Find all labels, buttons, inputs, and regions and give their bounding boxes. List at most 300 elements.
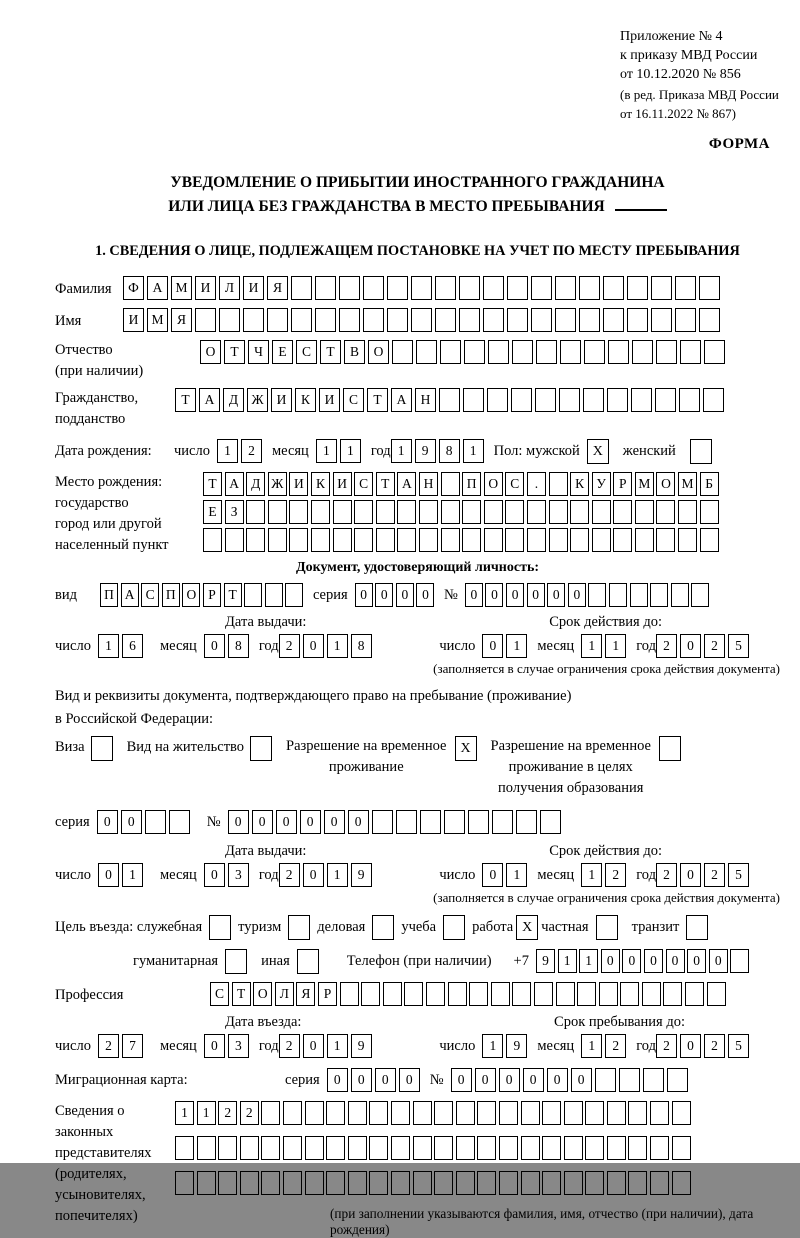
char-cell[interactable] (246, 528, 265, 552)
char-cell[interactable]: 0 (680, 1034, 701, 1058)
char-cell[interactable] (326, 1171, 345, 1195)
char-cell[interactable] (559, 388, 580, 412)
char-cell[interactable] (656, 528, 675, 552)
char-cell[interactable]: Ч (248, 340, 269, 364)
char-cell[interactable] (516, 810, 537, 834)
char-cell[interactable] (363, 308, 384, 332)
char-cell[interactable]: 1 (482, 1034, 503, 1058)
male-checkbox[interactable]: X (587, 439, 609, 464)
char-cell[interactable]: 0 (680, 863, 701, 887)
char-cell[interactable]: 0 (375, 1068, 396, 1092)
char-cell[interactable]: Т (224, 583, 242, 607)
char-cell[interactable]: 2 (656, 1034, 677, 1058)
char-cell[interactable]: 8 (351, 634, 372, 658)
char-cell[interactable] (145, 810, 166, 834)
char-cell[interactable] (650, 1101, 669, 1125)
purpose-transit-checkbox[interactable] (686, 915, 708, 940)
char-cell[interactable]: 3 (228, 1034, 249, 1058)
char-cell[interactable] (650, 1171, 669, 1195)
char-cell[interactable]: Т (320, 340, 341, 364)
char-cell[interactable]: А (147, 276, 168, 300)
char-cell[interactable]: 1 (122, 863, 143, 887)
char-cell[interactable]: 5 (728, 634, 749, 658)
char-cell[interactable] (348, 1171, 367, 1195)
char-cell[interactable]: 0 (396, 583, 414, 607)
char-cell[interactable]: . (527, 472, 546, 496)
char-cell[interactable] (387, 308, 408, 332)
char-cell[interactable] (283, 1136, 302, 1160)
char-cell[interactable]: 1 (327, 634, 348, 658)
char-cell[interactable] (225, 528, 244, 552)
char-cell[interactable]: 1 (175, 1101, 194, 1125)
char-cell[interactable]: 2 (240, 1101, 259, 1125)
char-cell[interactable] (579, 308, 600, 332)
char-cell[interactable] (527, 500, 546, 524)
char-cell[interactable]: 2 (605, 1034, 626, 1058)
char-cell[interactable] (730, 949, 749, 973)
char-cell[interactable] (440, 340, 461, 364)
char-cell[interactable] (549, 528, 568, 552)
char-cell[interactable]: Т (232, 982, 251, 1006)
char-cell[interactable]: А (121, 583, 139, 607)
char-cell[interactable] (488, 340, 509, 364)
char-cell[interactable]: 1 (327, 863, 348, 887)
char-cell[interactable]: 0 (204, 1034, 225, 1058)
char-cell[interactable] (680, 340, 701, 364)
char-cell[interactable] (463, 388, 484, 412)
char-cell[interactable] (397, 500, 416, 524)
char-cell[interactable]: Ж (247, 388, 268, 412)
char-cell[interactable] (555, 276, 576, 300)
char-cell[interactable]: П (162, 583, 180, 607)
char-cell[interactable] (536, 340, 557, 364)
char-cell[interactable] (305, 1171, 324, 1195)
char-cell[interactable]: 0 (622, 949, 641, 973)
char-cell[interactable] (700, 500, 719, 524)
purpose-tourism-checkbox[interactable] (288, 915, 310, 940)
char-cell[interactable] (635, 528, 654, 552)
char-cell[interactable]: С (210, 982, 229, 1006)
char-cell[interactable] (372, 810, 393, 834)
char-cell[interactable] (560, 340, 581, 364)
char-cell[interactable] (592, 500, 611, 524)
char-cell[interactable] (484, 528, 503, 552)
char-cell[interactable] (376, 528, 395, 552)
char-cell[interactable] (507, 308, 528, 332)
char-cell[interactable]: 9 (351, 1034, 372, 1058)
char-cell[interactable] (627, 276, 648, 300)
char-cell[interactable]: 2 (656, 863, 677, 887)
char-cell[interactable] (671, 583, 689, 607)
char-cell[interactable] (456, 1101, 475, 1125)
char-cell[interactable]: Ф (123, 276, 144, 300)
char-cell[interactable] (315, 308, 336, 332)
char-cell[interactable] (396, 810, 417, 834)
char-cell[interactable] (439, 388, 460, 412)
char-cell[interactable]: 2 (279, 634, 300, 658)
char-cell[interactable] (512, 982, 531, 1006)
char-cell[interactable]: 0 (355, 583, 373, 607)
char-cell[interactable]: Д (246, 472, 265, 496)
char-cell[interactable] (311, 500, 330, 524)
char-cell[interactable] (340, 982, 359, 1006)
char-cell[interactable] (564, 1136, 583, 1160)
char-cell[interactable] (197, 1171, 216, 1195)
char-cell[interactable]: С (354, 472, 373, 496)
char-cell[interactable] (419, 500, 438, 524)
char-cell[interactable] (391, 1101, 410, 1125)
char-cell[interactable] (305, 1101, 324, 1125)
char-cell[interactable] (456, 1171, 475, 1195)
char-cell[interactable]: 0 (228, 810, 249, 834)
char-cell[interactable] (195, 308, 216, 332)
char-cell[interactable] (642, 982, 661, 1006)
char-cell[interactable]: 1 (316, 439, 337, 463)
char-cell[interactable] (699, 276, 720, 300)
char-cell[interactable] (577, 982, 596, 1006)
char-cell[interactable]: О (200, 340, 221, 364)
char-cell[interactable] (218, 1171, 237, 1195)
char-cell[interactable] (707, 982, 726, 1006)
char-cell[interactable] (413, 1136, 432, 1160)
char-cell[interactable]: З (225, 500, 244, 524)
char-cell[interactable] (419, 528, 438, 552)
char-cell[interactable] (628, 1101, 647, 1125)
char-cell[interactable] (700, 528, 719, 552)
char-cell[interactable] (619, 1068, 640, 1092)
char-cell[interactable] (570, 528, 589, 552)
char-cell[interactable]: 0 (416, 583, 434, 607)
char-cell[interactable] (265, 583, 283, 607)
char-cell[interactable] (579, 276, 600, 300)
char-cell[interactable]: Т (203, 472, 222, 496)
char-cell[interactable] (542, 1101, 561, 1125)
char-cell[interactable] (628, 1171, 647, 1195)
char-cell[interactable]: Т (376, 472, 395, 496)
char-cell[interactable]: Р (613, 472, 632, 496)
char-cell[interactable]: М (147, 308, 168, 332)
char-cell[interactable] (588, 583, 606, 607)
char-cell[interactable]: 1 (506, 863, 527, 887)
char-cell[interactable] (240, 1136, 259, 1160)
char-cell[interactable] (413, 1171, 432, 1195)
char-cell[interactable]: О (368, 340, 389, 364)
char-cell[interactable] (555, 308, 576, 332)
char-cell[interactable]: 0 (351, 1068, 372, 1092)
char-cell[interactable]: 3 (228, 863, 249, 887)
char-cell[interactable]: Б (700, 472, 719, 496)
char-cell[interactable]: М (635, 472, 654, 496)
char-cell[interactable] (608, 340, 629, 364)
char-cell[interactable] (391, 1136, 410, 1160)
char-cell[interactable] (441, 472, 460, 496)
char-cell[interactable] (655, 388, 676, 412)
char-cell[interactable]: С (505, 472, 524, 496)
char-cell[interactable] (703, 388, 724, 412)
char-cell[interactable] (289, 528, 308, 552)
char-cell[interactable] (505, 500, 524, 524)
char-cell[interactable] (511, 388, 532, 412)
char-cell[interactable] (283, 1171, 302, 1195)
char-cell[interactable]: Л (275, 982, 294, 1006)
char-cell[interactable]: 2 (605, 863, 626, 887)
char-cell[interactable] (631, 388, 652, 412)
char-cell[interactable] (542, 1171, 561, 1195)
char-cell[interactable] (416, 340, 437, 364)
char-cell[interactable]: Е (272, 340, 293, 364)
char-cell[interactable] (627, 308, 648, 332)
char-cell[interactable]: 0 (499, 1068, 520, 1092)
char-cell[interactable]: 0 (300, 810, 321, 834)
char-cell[interactable]: П (100, 583, 118, 607)
char-cell[interactable]: А (397, 472, 416, 496)
char-cell[interactable]: 0 (303, 863, 324, 887)
char-cell[interactable]: П (462, 472, 481, 496)
char-cell[interactable]: 0 (571, 1068, 592, 1092)
char-cell[interactable] (397, 528, 416, 552)
char-cell[interactable]: О (182, 583, 200, 607)
char-cell[interactable] (311, 528, 330, 552)
char-cell[interactable] (505, 528, 524, 552)
char-cell[interactable]: 0 (506, 583, 524, 607)
char-cell[interactable]: 2 (279, 863, 300, 887)
char-cell[interactable] (507, 276, 528, 300)
char-cell[interactable]: С (343, 388, 364, 412)
char-cell[interactable]: М (171, 276, 192, 300)
char-cell[interactable]: Р (318, 982, 337, 1006)
purpose-work-checkbox[interactable]: X (516, 915, 538, 940)
char-cell[interactable] (585, 1171, 604, 1195)
char-cell[interactable] (521, 1136, 540, 1160)
char-cell[interactable] (462, 500, 481, 524)
char-cell[interactable]: И (123, 308, 144, 332)
char-cell[interactable] (291, 308, 312, 332)
char-cell[interactable]: 0 (475, 1068, 496, 1092)
char-cell[interactable]: 9 (415, 439, 436, 463)
char-cell[interactable]: И (333, 472, 352, 496)
char-cell[interactable]: 1 (197, 1101, 216, 1125)
char-cell[interactable]: 0 (399, 1068, 420, 1092)
char-cell[interactable]: 0 (547, 583, 565, 607)
char-cell[interactable]: 0 (568, 583, 586, 607)
char-cell[interactable] (305, 1136, 324, 1160)
char-cell[interactable] (444, 810, 465, 834)
char-cell[interactable] (459, 276, 480, 300)
char-cell[interactable] (675, 276, 696, 300)
char-cell[interactable]: 0 (644, 949, 663, 973)
char-cell[interactable]: 8 (439, 439, 460, 463)
char-cell[interactable] (540, 810, 561, 834)
char-cell[interactable] (261, 1136, 280, 1160)
char-cell[interactable] (630, 583, 648, 607)
char-cell[interactable]: Н (419, 472, 438, 496)
char-cell[interactable] (650, 583, 668, 607)
char-cell[interactable] (549, 472, 568, 496)
char-cell[interactable]: 0 (451, 1068, 472, 1092)
char-cell[interactable] (512, 340, 533, 364)
char-cell[interactable] (426, 982, 445, 1006)
char-cell[interactable] (283, 1101, 302, 1125)
char-cell[interactable] (663, 982, 682, 1006)
char-cell[interactable] (441, 500, 460, 524)
char-cell[interactable] (361, 982, 380, 1006)
char-cell[interactable] (175, 1136, 194, 1160)
char-cell[interactable] (339, 276, 360, 300)
char-cell[interactable] (632, 340, 653, 364)
char-cell[interactable] (387, 276, 408, 300)
char-cell[interactable]: 0 (547, 1068, 568, 1092)
char-cell[interactable] (491, 982, 510, 1006)
char-cell[interactable] (267, 308, 288, 332)
char-cell[interactable] (348, 1101, 367, 1125)
purpose-humanitarian-checkbox[interactable] (225, 949, 247, 974)
char-cell[interactable] (620, 982, 639, 1006)
char-cell[interactable]: 0 (204, 634, 225, 658)
char-cell[interactable] (672, 1101, 691, 1125)
char-cell[interactable] (691, 583, 709, 607)
char-cell[interactable] (219, 308, 240, 332)
char-cell[interactable] (326, 1101, 345, 1125)
char-cell[interactable] (651, 308, 672, 332)
char-cell[interactable] (348, 1136, 367, 1160)
char-cell[interactable] (218, 1136, 237, 1160)
char-cell[interactable]: 0 (98, 863, 119, 887)
char-cell[interactable]: К (295, 388, 316, 412)
char-cell[interactable] (420, 810, 441, 834)
char-cell[interactable] (464, 340, 485, 364)
char-cell[interactable]: 0 (97, 810, 118, 834)
char-cell[interactable]: Я (171, 308, 192, 332)
char-cell[interactable] (383, 982, 402, 1006)
char-cell[interactable]: 0 (303, 1034, 324, 1058)
char-cell[interactable]: 0 (375, 583, 393, 607)
char-cell[interactable] (499, 1171, 518, 1195)
char-cell[interactable] (477, 1136, 496, 1160)
female-checkbox[interactable] (690, 439, 712, 464)
char-cell[interactable]: 1 (506, 634, 527, 658)
visa-checkbox[interactable] (91, 736, 113, 761)
char-cell[interactable]: Я (296, 982, 315, 1006)
char-cell[interactable]: М (678, 472, 697, 496)
char-cell[interactable]: А (199, 388, 220, 412)
char-cell[interactable]: 2 (704, 634, 725, 658)
purpose-study-checkbox[interactable] (443, 915, 465, 940)
char-cell[interactable]: 5 (728, 1034, 749, 1058)
char-cell[interactable]: Л (219, 276, 240, 300)
char-cell[interactable]: 1 (605, 634, 626, 658)
char-cell[interactable]: 2 (241, 439, 262, 463)
char-cell[interactable]: Т (175, 388, 196, 412)
char-cell[interactable]: 9 (351, 863, 372, 887)
char-cell[interactable]: 0 (324, 810, 345, 834)
char-cell[interactable] (392, 340, 413, 364)
char-cell[interactable] (462, 528, 481, 552)
char-cell[interactable]: 1 (463, 439, 484, 463)
char-cell[interactable]: 2 (704, 1034, 725, 1058)
char-cell[interactable]: И (271, 388, 292, 412)
char-cell[interactable]: А (225, 472, 244, 496)
char-cell[interactable] (542, 1136, 561, 1160)
char-cell[interactable] (603, 308, 624, 332)
char-cell[interactable]: 1 (340, 439, 361, 463)
char-cell[interactable]: 9 (506, 1034, 527, 1058)
char-cell[interactable] (675, 308, 696, 332)
char-cell[interactable]: А (391, 388, 412, 412)
char-cell[interactable] (656, 500, 675, 524)
purpose-business-checkbox[interactable] (372, 915, 394, 940)
char-cell[interactable] (643, 1068, 664, 1092)
char-cell[interactable]: 0 (482, 863, 503, 887)
char-cell[interactable]: 1 (217, 439, 238, 463)
char-cell[interactable] (531, 276, 552, 300)
temp-residence-edu-checkbox[interactable] (659, 736, 681, 761)
char-cell[interactable]: 0 (482, 634, 503, 658)
char-cell[interactable]: 1 (581, 1034, 602, 1058)
char-cell[interactable] (469, 982, 488, 1006)
char-cell[interactable] (315, 276, 336, 300)
char-cell[interactable] (584, 340, 605, 364)
char-cell[interactable] (592, 528, 611, 552)
char-cell[interactable] (656, 340, 677, 364)
char-cell[interactable] (326, 1136, 345, 1160)
char-cell[interactable] (434, 1171, 453, 1195)
char-cell[interactable] (289, 500, 308, 524)
char-cell[interactable] (534, 982, 553, 1006)
char-cell[interactable]: 0 (303, 634, 324, 658)
char-cell[interactable]: 8 (228, 634, 249, 658)
char-cell[interactable]: 0 (327, 1068, 348, 1092)
char-cell[interactable] (699, 308, 720, 332)
char-cell[interactable] (564, 1171, 583, 1195)
char-cell[interactable]: Т (367, 388, 388, 412)
char-cell[interactable] (521, 1171, 540, 1195)
char-cell[interactable] (203, 528, 222, 552)
char-cell[interactable] (607, 1136, 626, 1160)
char-cell[interactable]: 0 (666, 949, 685, 973)
char-cell[interactable] (609, 583, 627, 607)
char-cell[interactable] (570, 500, 589, 524)
char-cell[interactable] (413, 1101, 432, 1125)
char-cell[interactable] (672, 1136, 691, 1160)
char-cell[interactable]: 0 (601, 949, 620, 973)
char-cell[interactable] (244, 583, 262, 607)
char-cell[interactable]: И (319, 388, 340, 412)
purpose-official-checkbox[interactable] (209, 915, 231, 940)
char-cell[interactable] (564, 1101, 583, 1125)
char-cell[interactable]: 0 (276, 810, 297, 834)
char-cell[interactable] (607, 1171, 626, 1195)
char-cell[interactable]: К (570, 472, 589, 496)
char-cell[interactable]: С (296, 340, 317, 364)
char-cell[interactable]: К (311, 472, 330, 496)
char-cell[interactable] (483, 308, 504, 332)
char-cell[interactable] (175, 1171, 194, 1195)
char-cell[interactable]: 2 (98, 1034, 119, 1058)
char-cell[interactable] (650, 1136, 669, 1160)
char-cell[interactable] (411, 276, 432, 300)
char-cell[interactable]: 0 (252, 810, 273, 834)
char-cell[interactable] (333, 528, 352, 552)
char-cell[interactable]: 0 (527, 583, 545, 607)
char-cell[interactable] (651, 276, 672, 300)
char-cell[interactable] (492, 810, 513, 834)
char-cell[interactable] (685, 982, 704, 1006)
char-cell[interactable] (339, 308, 360, 332)
char-cell[interactable] (487, 388, 508, 412)
char-cell[interactable]: Р (203, 583, 221, 607)
char-cell[interactable] (603, 276, 624, 300)
char-cell[interactable]: 1 (391, 439, 412, 463)
